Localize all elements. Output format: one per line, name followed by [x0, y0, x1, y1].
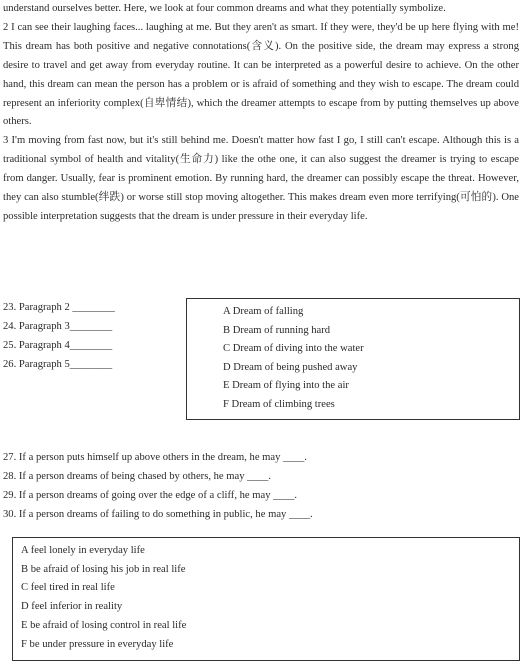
question-30: 30. If a person dreams of failing to do something in public, he may ____.: [3, 509, 313, 520]
passage-intro-line: understand ourselves better. Here, we look at four common dreams and what they potentially symbolize.: [3, 3, 446, 14]
completion-option-f: F be under pressure in everyday life: [21, 638, 174, 650]
completion-option-c: C feel tired in real life: [21, 582, 115, 594]
completion-option-a: A feel lonely in everyday life: [21, 545, 145, 556]
question-24: 24. Paragraph 3________: [3, 320, 113, 332]
matching-option-c: C Dream of diving into the water: [223, 343, 364, 355]
completion-option-e: E be afraid of losing control in real life: [21, 619, 187, 631]
matching-option-a: A Dream of falling: [223, 306, 304, 317]
matching-option-f: F Dream of climbing trees: [223, 398, 335, 410]
question-29: 29. If a person dreams of going over the edge of a cliff, he may ____.: [3, 490, 297, 501]
completion-option-b: B be afraid of losing his job in real life: [21, 563, 186, 575]
question-23: 23. Paragraph 2 ________: [3, 302, 115, 313]
question-28: 28. If a person dreams of being chased by others, he may ____.: [3, 471, 272, 482]
question-25: 25. Paragraph 4________: [3, 339, 113, 351]
question-26: 26. Paragraph 5________: [3, 358, 113, 370]
matching-option-b: B Dream of running hard: [223, 324, 331, 336]
passage-paragraph-3: 3 I'm moving from fast now, but it's still behind me. Doesn't matter how fast I go, I still can't escape. Although this is a traditional symbol of health and vitality(生命力) like the othe one, it can also suggest the dreamer is trying to escape from danger. Usually, fear is prominent emotion. By running hard, the dreamer can possibly escape the threat. However, they can also stumble(绊跌) or worse still stop moving altogether. This makes dream even more terrifying(可怕的). One possible interpretation suggests that the dream is under pressure in their everyday life.: [3, 135, 519, 222]
completion-options-box: [12, 537, 520, 661]
matching-questions: [3, 299, 115, 375]
matching-options-box: [186, 298, 520, 420]
matching-option-d: D Dream of being pushed away: [223, 361, 358, 373]
question-27: 27. If a person puts himself up above others in the dream, he may ____.: [3, 452, 307, 463]
passage-paragraph-2: 2 I can see their laughing faces... laughing at me. But they aren't as smart. If they were, they'd be up here flying with me! This dream has both positive and negative connotations(含义). On the positive side, the dream may express a strong desire to travel and get away from everyday routine. It can be interpreted as a powerful desire to achieve. On the other hand, this dream can mean the person has a problem or is afraid of something and they wish to escape. The dream could represent an inferiority complex(自卑情结), which the dreamer attempts to escape from by putting themselves up above others.: [3, 21, 519, 128]
completion-option-d: D feel inferior in reality: [21, 601, 123, 613]
matching-option-e: E Dream of flying into the air: [223, 380, 349, 392]
reading-passage: [3, 0, 519, 227]
completion-questions: [3, 448, 313, 524]
